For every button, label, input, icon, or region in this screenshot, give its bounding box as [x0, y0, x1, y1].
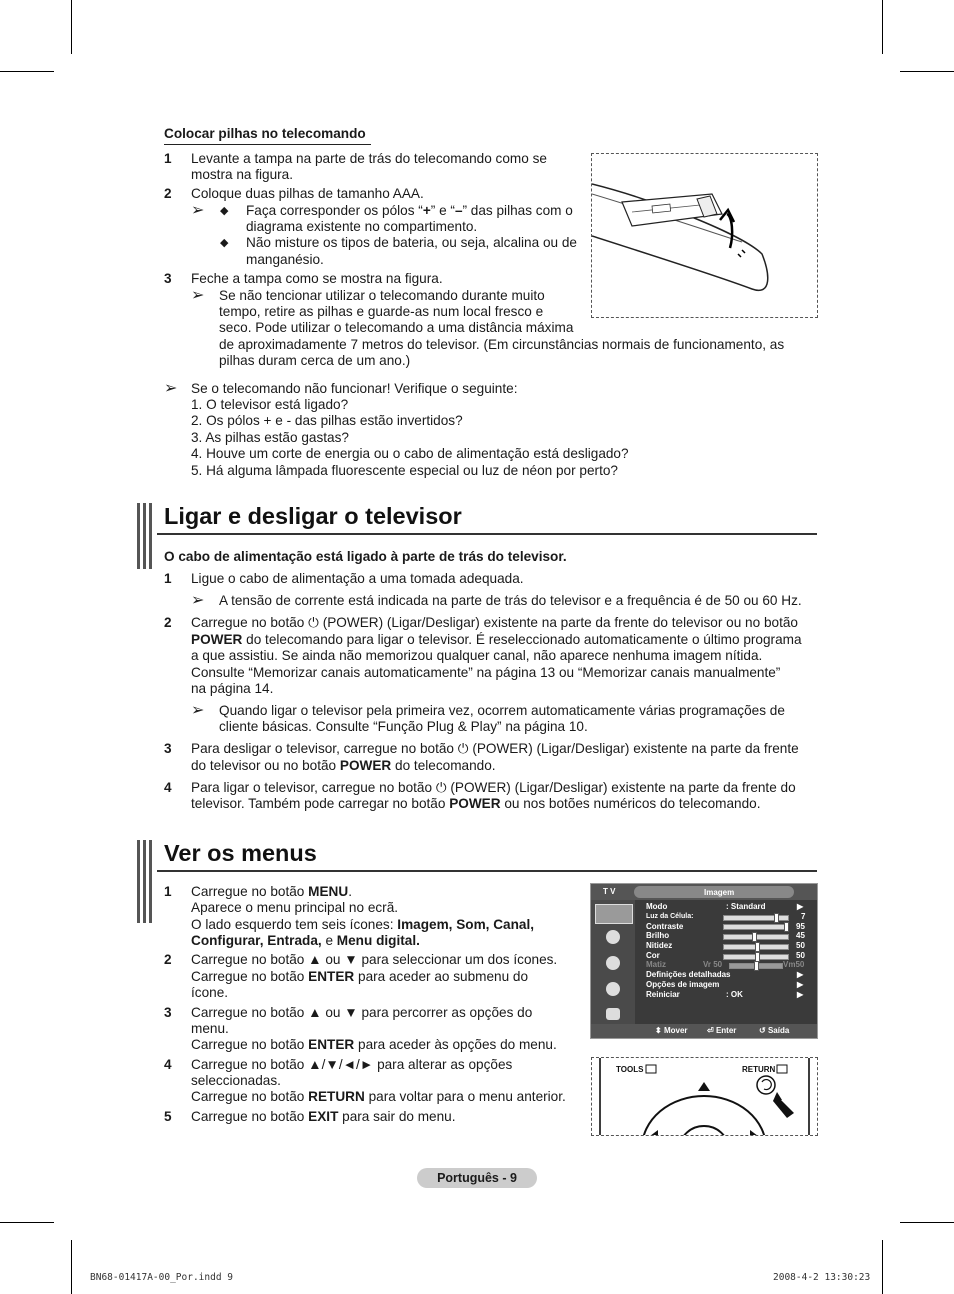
osd-arrow-icon: ▶	[797, 980, 804, 989]
power-icon: ⏻	[435, 780, 447, 795]
osd-arrow-icon: ▶	[797, 902, 804, 911]
date-slug: 2008-4-2 13:30:23	[773, 1272, 871, 1283]
check-item: 4. Houve um corte de energia ou o cabo de alimentação está desligado?	[191, 446, 629, 461]
osd-footer-item: ⏎ Enter	[707, 1026, 737, 1035]
return-button-label: RETURN	[742, 1065, 776, 1074]
step-text: Carregue no botão MENU.	[191, 884, 352, 899]
osd-footer-item: ⬍ Mover	[655, 1026, 688, 1035]
osd-slider	[723, 944, 789, 950]
step-text: Carregue no botão ENTER para aceder ao submenu do	[191, 969, 529, 984]
osd-item-label: Contraste	[646, 922, 684, 931]
step-text: Carregue no botão ENTER para aceder às opções do menu.	[191, 1037, 557, 1052]
remote-back-illustration	[592, 154, 817, 317]
step-text: Aparece o menu principal no ecrã.	[191, 900, 399, 915]
bullet-diamond-icon: ◆	[220, 237, 229, 249]
enter-icon: ⏎	[707, 1026, 714, 1035]
step-text: Configurar, Entrada, e Menu digital.	[191, 933, 420, 948]
note-arrow-icon: ➢	[191, 702, 205, 719]
osd-tv-label: T V	[603, 887, 616, 896]
remote-buttons-figure	[591, 1057, 818, 1136]
note-text: seco. Pode utilizar o telecomando a uma distância máxima	[219, 320, 574, 335]
section-bar	[137, 840, 157, 923]
osd-item-value: : OK	[726, 990, 743, 999]
check-item: 2. Os pólos + e - das pilhas estão invertidos?	[191, 413, 463, 428]
step-number: 3	[164, 741, 172, 756]
crop-mark	[0, 1222, 54, 1223]
step-text: Coloque duas pilhas de tamanho AAA.	[191, 186, 424, 201]
remote-front-illustration	[592, 1058, 817, 1135]
check-text: Se o telecomando não funcionar! Verifique o seguinte:	[191, 381, 518, 396]
step-text: Carregue no botão ⏻ (POWER) (Ligar/Desligar) existente na parte da frente do televisor ou no botão	[191, 615, 798, 630]
osd-item-label: Definições detalhadas	[646, 970, 731, 979]
step-number: 1	[164, 151, 172, 166]
note-text: Se não tencionar utilizar o telecomando durante muito	[219, 288, 545, 303]
step-text: O lado esquerdo tem seis ícones: Imagem, Som, Canal,	[191, 917, 535, 932]
crop-mark	[900, 1222, 954, 1223]
note-text: cliente básicas. Consulte “Função Plug & Play” na página 10.	[219, 719, 588, 734]
channel-icon	[606, 956, 620, 970]
power-icon: ⏻	[308, 615, 319, 630]
osd-item-label: Brilho	[646, 931, 670, 940]
step-text: Levante a tampa na parte de trás do telecomando como se	[191, 151, 547, 166]
osd-item-value: : Standard	[726, 902, 766, 911]
note-text: manganésio.	[246, 252, 324, 267]
step-text: Carregue no botão EXIT para sair do menu.	[191, 1109, 456, 1124]
input-icon	[606, 1008, 620, 1020]
note-text: Não misture os tipos de bateria, ou seja, alcalina ou de	[246, 235, 577, 250]
file-slug: BN68-01417A-00_Por.indd 9	[90, 1272, 233, 1283]
osd-title: Imagem	[704, 888, 735, 897]
osd-item-value: 50	[796, 941, 805, 950]
check-item: 5. Há alguma lâmpada fluorescente especial ou luz de néon por perto?	[191, 463, 618, 478]
osd-slider	[729, 963, 783, 969]
osd-item-label: Luz da Célula:	[646, 913, 694, 920]
step-text: do televisor ou no botão POWER do telecomando.	[191, 758, 496, 773]
battery-cover-figure	[591, 153, 818, 318]
subtitle-underline	[164, 144, 371, 145]
crop-mark	[900, 71, 954, 72]
osd-arrow-icon: ▶	[797, 990, 804, 999]
crop-mark	[71, 0, 72, 54]
crop-mark	[0, 71, 54, 72]
osd-item-label: Nitidez	[646, 941, 673, 950]
step-text: seleccionadas.	[191, 1073, 281, 1088]
crop-mark	[71, 1240, 72, 1294]
page-number: Português - 9	[417, 1168, 537, 1188]
sound-icon	[606, 930, 620, 944]
step-number: 2	[164, 615, 172, 630]
step-number: 2	[164, 952, 172, 967]
osd-slider	[723, 934, 789, 940]
step-text: mostra na figura.	[191, 167, 293, 182]
note-text: Faça corresponder os pólos “+” e “–” das pilhas com o	[246, 203, 573, 218]
step-text: Carregue no botão ▲ ou ▼ para percorrer as opções do	[191, 1005, 533, 1020]
osd-item-label: Cor	[646, 951, 660, 960]
note-text: Quando ligar o televisor pela primeira vez, ocorrem automaticamente várias programações de	[219, 703, 785, 718]
section-heading: Ver os menus	[164, 840, 317, 866]
osd-slider	[723, 924, 789, 930]
step-text: Carregue no botão ▲/▼/◄/► para alterar as opções	[191, 1057, 513, 1072]
osd-slider	[723, 915, 789, 921]
osd-slider	[723, 954, 789, 960]
step-text: Ligue o cabo de alimentação a uma tomada adequada.	[191, 571, 524, 586]
step-number: 3	[164, 271, 172, 286]
osd-item-label: Reiniciar	[646, 990, 680, 999]
power-icon: ⏻	[457, 741, 469, 756]
osd-item-value: Vr 50	[703, 960, 723, 969]
osd-menu-figure	[590, 883, 818, 1039]
section-subtitle: Colocar pilhas no telecomando	[164, 126, 366, 141]
step-text: Carregue no botão RETURN para voltar para o menu anterior.	[191, 1089, 566, 1104]
picture-icon	[595, 904, 633, 924]
step-text: Consulte “Memorizar canais automaticamente” na página 13 ou “Memorizar canais manualmente”	[191, 665, 781, 680]
osd-footer-item: ↺ Saída	[759, 1026, 790, 1035]
bullet-diamond-icon: ◆	[220, 205, 229, 217]
step-number: 2	[164, 186, 172, 201]
section-bar	[137, 503, 157, 569]
setup-icon	[606, 982, 620, 996]
note-text: diagrama existente no compartimento.	[246, 219, 478, 234]
move-icon: ⬍	[655, 1026, 662, 1035]
step-text: Para desligar o televisor, carregue no botão ⏻ (POWER) (Ligar/Desligar) existente na parte da frente	[191, 741, 799, 756]
step-text: a que assistiu. Se ainda não memorizou qualquer canal, não aparece nenhuma imagem nítida.	[191, 648, 763, 663]
osd-item-label: Opções de imagem	[646, 980, 720, 989]
step-number: 3	[164, 1005, 172, 1020]
step-text: menu.	[191, 1021, 229, 1036]
step-text: Para ligar o televisor, carregue no botão ⏻ (POWER) (Ligar/Desligar) existente na parte da frente do	[191, 780, 796, 795]
osd-item-value: 50	[796, 951, 805, 960]
step-text: POWER do telecomando para ligar o televisor. É reseleccionado automaticamente o último programa	[191, 632, 802, 647]
osd-arrow-icon: ▶	[797, 970, 804, 979]
step-text: na página 14.	[191, 681, 274, 696]
step-number: 4	[164, 1057, 172, 1072]
note-text: tempo, retire as pilhas e guarde-as num local fresco e	[219, 304, 544, 319]
step-text: Feche a tampa como se mostra na figura.	[191, 271, 443, 286]
note-arrow-icon: ➢	[164, 380, 178, 397]
step-number: 4	[164, 780, 172, 795]
check-item: 3. As pilhas estão gastas?	[191, 430, 349, 445]
step-text: Carregue no botão ▲ ou ▼ para seleccionar um dos ícones.	[191, 952, 558, 967]
crop-mark	[882, 1240, 883, 1294]
note-arrow-icon: ➢	[191, 287, 205, 304]
note-text: A tensão de corrente está indicada na parte de trás do televisor e a frequência é de 50 ou 60 Hz.	[219, 593, 802, 608]
heading-rule	[157, 870, 817, 872]
osd-item-value: Vm50	[783, 960, 805, 969]
crop-mark	[882, 0, 883, 54]
heading-rule	[157, 533, 817, 535]
osd-item-label: Modo	[646, 902, 668, 911]
tools-button-label: TOOLS	[616, 1065, 644, 1074]
step-number: 1	[164, 884, 172, 899]
note-arrow-icon: ➢	[191, 202, 205, 219]
section-intro: O cabo de alimentação está ligado à parte de trás do televisor.	[164, 549, 567, 564]
note-text: pilhas duram cerca de um ano.)	[219, 353, 411, 368]
section-heading: Ligar e desligar o televisor	[164, 503, 462, 529]
osd-item-value: 45	[796, 931, 805, 940]
step-text: televisor. Também pode carregar no botão POWER ou nos botões numéricos do telecomando.	[191, 796, 761, 811]
step-number: 5	[164, 1109, 172, 1124]
osd-item-label: Matiz	[646, 960, 666, 969]
osd-item-value: 7	[801, 912, 806, 921]
step-number: 1	[164, 571, 172, 586]
step-text: ícone.	[191, 985, 229, 1000]
note-text: de aproximadamente 7 metros do televisor. (Em circunstâncias normais de funcionamento, as	[219, 337, 785, 352]
osd-item-value: 95	[796, 922, 805, 931]
check-item: 1. O televisor está ligado?	[191, 397, 349, 412]
return-icon: ↺	[759, 1026, 766, 1035]
note-arrow-icon: ➢	[191, 592, 205, 609]
